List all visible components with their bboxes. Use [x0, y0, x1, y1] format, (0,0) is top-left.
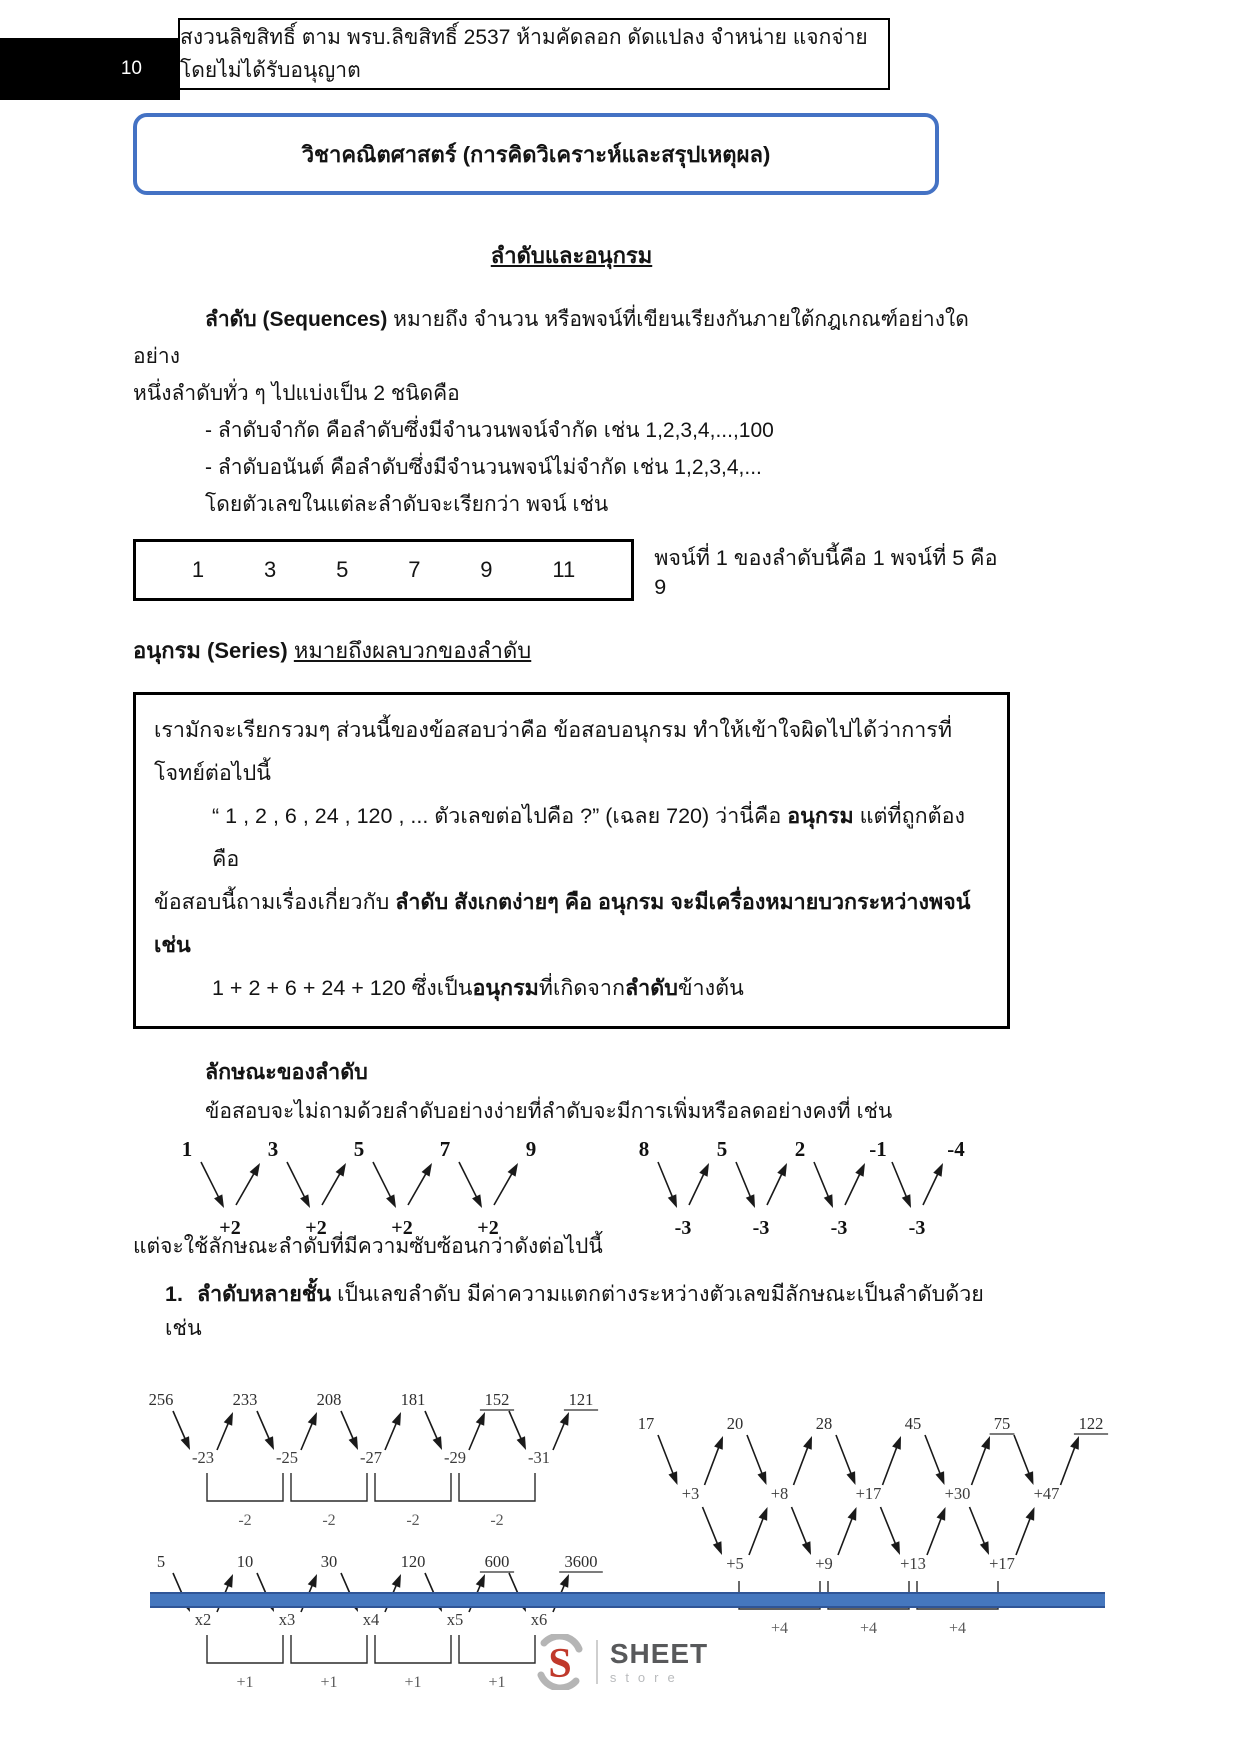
svg-text:600: 600	[484, 1552, 510, 1571]
svg-text:x4: x4	[362, 1610, 380, 1629]
svg-text:+1: +1	[404, 1674, 422, 1691]
sequence-term: 11	[552, 557, 576, 582]
svg-text:256: 256	[148, 1390, 174, 1409]
simple-sequence-diagrams	[133, 1134, 1010, 1238]
svg-text:+5: +5	[726, 1554, 744, 1573]
document-content	[133, 222, 1104, 1699]
svg-text:x6: x6	[530, 1610, 548, 1629]
note-line4: 1 + 2 + 6 + 24 + 120 ซึ่งเป็นอนุกรมที่เกิดจากลำดับข้างต้น	[212, 976, 744, 1000]
svg-text:+2: +2	[477, 1217, 499, 1238]
multi-level-term-bold: ลำดับหลายชั้น	[196, 1282, 332, 1306]
item-rest: เป็นเลขลำดับ มีค่าความแตกต่างระหว่างตัวเลขมีลักษณะเป็นลำดับด้วย เช่น	[165, 1282, 984, 1340]
svg-text:1: 1	[181, 1137, 193, 1161]
sequences-term-bold: ลำดับ (Sequences)	[205, 308, 388, 331]
svg-text:+4: +4	[948, 1620, 967, 1637]
svg-text:2: 2	[794, 1137, 806, 1161]
series-definition-line	[133, 633, 1010, 668]
diagram-decreasing-sequence	[133, 1389, 608, 1537]
svg-text:-3: -3	[752, 1217, 770, 1238]
svg-text:9: 9	[525, 1137, 537, 1161]
svg-text:28: 28	[815, 1414, 833, 1433]
svg-text:-3: -3	[830, 1217, 848, 1238]
svg-text:5: 5	[353, 1137, 365, 1161]
logo-s-icon	[532, 1634, 588, 1690]
page-number-box	[0, 38, 180, 100]
svg-text:x3: x3	[278, 1610, 296, 1629]
svg-text:+3: +3	[681, 1484, 700, 1503]
svg-text:-29: -29	[444, 1448, 466, 1467]
intro-paragraph-line1	[133, 301, 1010, 375]
svg-text:233: 233	[232, 1390, 258, 1409]
svg-text:x2: x2	[194, 1610, 212, 1629]
svg-text:3: 3	[267, 1137, 279, 1161]
intro-lead-rest: หมายถึง จำนวน หรือพจน์ที่เขียนเรียงกันภายใต้กฎเกณฑ์อย่างใดอย่าง	[133, 308, 969, 368]
note-line1: เรามักจะเรียกรวมๆ ส่วนนี้ของข้อสอบว่าคือ ข้อสอบอนุกรม ทำให้เข้าใจผิดไปได้ว่าการที่โจทย์ต่อไปนี้	[154, 718, 953, 785]
svg-text:20: 20	[726, 1414, 744, 1433]
sequence-characteristics-body: ข้อสอบจะไม่ถามด้วยลำดับอย่างง่ายที่ลำดับจะมีการเพิ่มหรือลดอย่างคงที่ เช่น	[205, 1100, 893, 1123]
svg-text:5: 5	[716, 1137, 728, 1161]
svg-text:+4: +4	[770, 1620, 789, 1637]
subject-title-box	[133, 113, 939, 195]
svg-text:+2: +2	[305, 1217, 327, 1238]
svg-text:122: 122	[1078, 1414, 1104, 1433]
svg-text:-3: -3	[674, 1217, 692, 1238]
intro-paragraph-line2: หนึ่งลำดับทั่ว ๆ ไปแบ่งเป็น 2 ชนิดคือ	[133, 382, 460, 405]
logo-name: SHEET	[609, 1637, 709, 1669]
svg-text:-23: -23	[192, 1448, 214, 1467]
svg-text:208: 208	[316, 1390, 342, 1409]
svg-text:-3: -3	[908, 1217, 926, 1238]
sequence-characteristics-heading: ลักษณะของลำดับ	[205, 1060, 368, 1084]
svg-text:+2: +2	[391, 1217, 413, 1238]
svg-text:152: 152	[484, 1390, 510, 1409]
note-line2: “ 1 , 2 , 6 , 24 , 120 , ... ตัวเลขต่อไปคือ ?” (เฉลย 720) ว่านี่คือ อนุกรม แต่ที่ถูกต้องคือ	[212, 804, 965, 871]
section-heading: ลำดับและอนุกรม	[490, 243, 653, 268]
svg-text:-4: -4	[947, 1137, 965, 1161]
svg-text:30: 30	[320, 1552, 338, 1571]
svg-text:8: 8	[638, 1137, 650, 1161]
svg-text:121: 121	[568, 1390, 594, 1409]
multi-level-sequence-item	[133, 1277, 1010, 1345]
svg-text:-2: -2	[322, 1512, 336, 1529]
item-number: 1.	[165, 1282, 183, 1306]
svg-text:+1: +1	[488, 1674, 506, 1691]
svg-text:-27: -27	[360, 1448, 382, 1467]
sequence-diagram-plus2	[163, 1134, 558, 1238]
logo-divider	[596, 1640, 598, 1684]
series-note-box	[133, 692, 1010, 1029]
svg-text:x5: x5	[446, 1610, 464, 1629]
svg-text:+9: +9	[815, 1554, 833, 1573]
note-line3: ข้อสอบนี้ถามเรื่องเกี่ยวกับ ลำดับ สังเกตง่ายๆ คือ อนุกรม จะมีเครื่องหมายบวกระหว่างพจน์ เช่น	[154, 890, 971, 957]
sequence-term: 3	[264, 557, 277, 582]
svg-text:-1: -1	[869, 1137, 887, 1161]
svg-text:+17: +17	[855, 1484, 882, 1503]
footer-divider-bar	[150, 1592, 1105, 1608]
svg-text:-31: -31	[528, 1448, 550, 1467]
svg-text:+30: +30	[944, 1484, 971, 1503]
sequence-term: 7	[408, 557, 421, 582]
svg-text:-2: -2	[238, 1512, 252, 1529]
sequence-example-caption: พจน์ที่ 1 ของลำดับนี้คือ 1 พจน์ที่ 5 คือ 9	[654, 545, 998, 599]
sequence-example-row	[133, 539, 1010, 601]
series-definition-underlined: หมายถึงผลบวกของลำดับ	[293, 638, 532, 663]
svg-text:+1: +1	[236, 1674, 254, 1691]
diagram-three-level-sequence	[620, 1411, 1125, 1643]
logo-subtitle: store	[609, 1669, 684, 1685]
logo-text	[609, 1637, 709, 1685]
subject-title: วิชาคณิตศาสตร์ (การคิดวิเคราะห์และสรุปเหตุผล)	[301, 141, 771, 167]
sheet-store-logo	[0, 1634, 1240, 1690]
svg-text:-2: -2	[406, 1512, 420, 1529]
svg-text:3600: 3600	[564, 1552, 598, 1571]
sequence-example-box	[133, 539, 634, 601]
svg-text:10: 10	[236, 1552, 254, 1571]
sequence-diagram-minus3	[620, 1134, 985, 1238]
svg-text:+4: +4	[859, 1620, 878, 1637]
complex-sequence-intro: แต่จะใช้ลักษณะลำดับที่มีความซับซ้อนกว่าดังต่อไปนี้	[133, 1235, 603, 1258]
sequence-term: 1	[191, 557, 205, 582]
svg-text:45: 45	[904, 1414, 922, 1433]
page-number: 10	[120, 58, 142, 79]
copyright-text: สงวนลิขสิทธิ์ ตาม พรบ.ลิขสิทธิ์ 2537 ห้ามคัดลอก ดัดแปลง จำหน่าย แจกจ่าย โดยไม่ได้รับอนุญาต	[180, 26, 868, 82]
series-term-bold: อนุกรม (Series)	[133, 638, 288, 663]
copyright-notice-box	[178, 18, 890, 90]
svg-text:+1: +1	[320, 1674, 338, 1691]
svg-text:-25: -25	[276, 1448, 298, 1467]
svg-text:+8: +8	[770, 1484, 789, 1503]
svg-text:+17: +17	[989, 1554, 1015, 1573]
svg-text:-2: -2	[490, 1512, 504, 1529]
svg-text:+2: +2	[219, 1217, 241, 1238]
svg-text:S: S	[548, 1641, 572, 1687]
svg-text:120: 120	[400, 1552, 426, 1571]
svg-text:17: 17	[637, 1414, 655, 1433]
svg-text:+47: +47	[1033, 1484, 1060, 1503]
svg-text:7: 7	[439, 1137, 451, 1161]
sequence-term: 5	[336, 557, 349, 582]
term-definition-line: โดยตัวเลขในแต่ละลำดับจะเรียกว่า พจน์ เช่น	[205, 493, 609, 516]
svg-text:75: 75	[993, 1414, 1011, 1433]
finite-sequence-bullet: - ลำดับจำกัด คือลำดับซึ่งมีจำนวนพจน์จำกัด เช่น 1,2,3,4,...,100	[205, 419, 774, 442]
svg-text:+13: +13	[900, 1554, 926, 1573]
svg-text:5: 5	[156, 1552, 166, 1571]
infinite-sequence-bullet: - ลำดับอนันต์ คือลำดับซึ่งมีจำนวนพจน์ไม่จำกัด เช่น 1,2,3,4,...	[205, 456, 762, 479]
svg-text:181: 181	[400, 1390, 426, 1409]
sequence-term: 9	[480, 557, 493, 582]
